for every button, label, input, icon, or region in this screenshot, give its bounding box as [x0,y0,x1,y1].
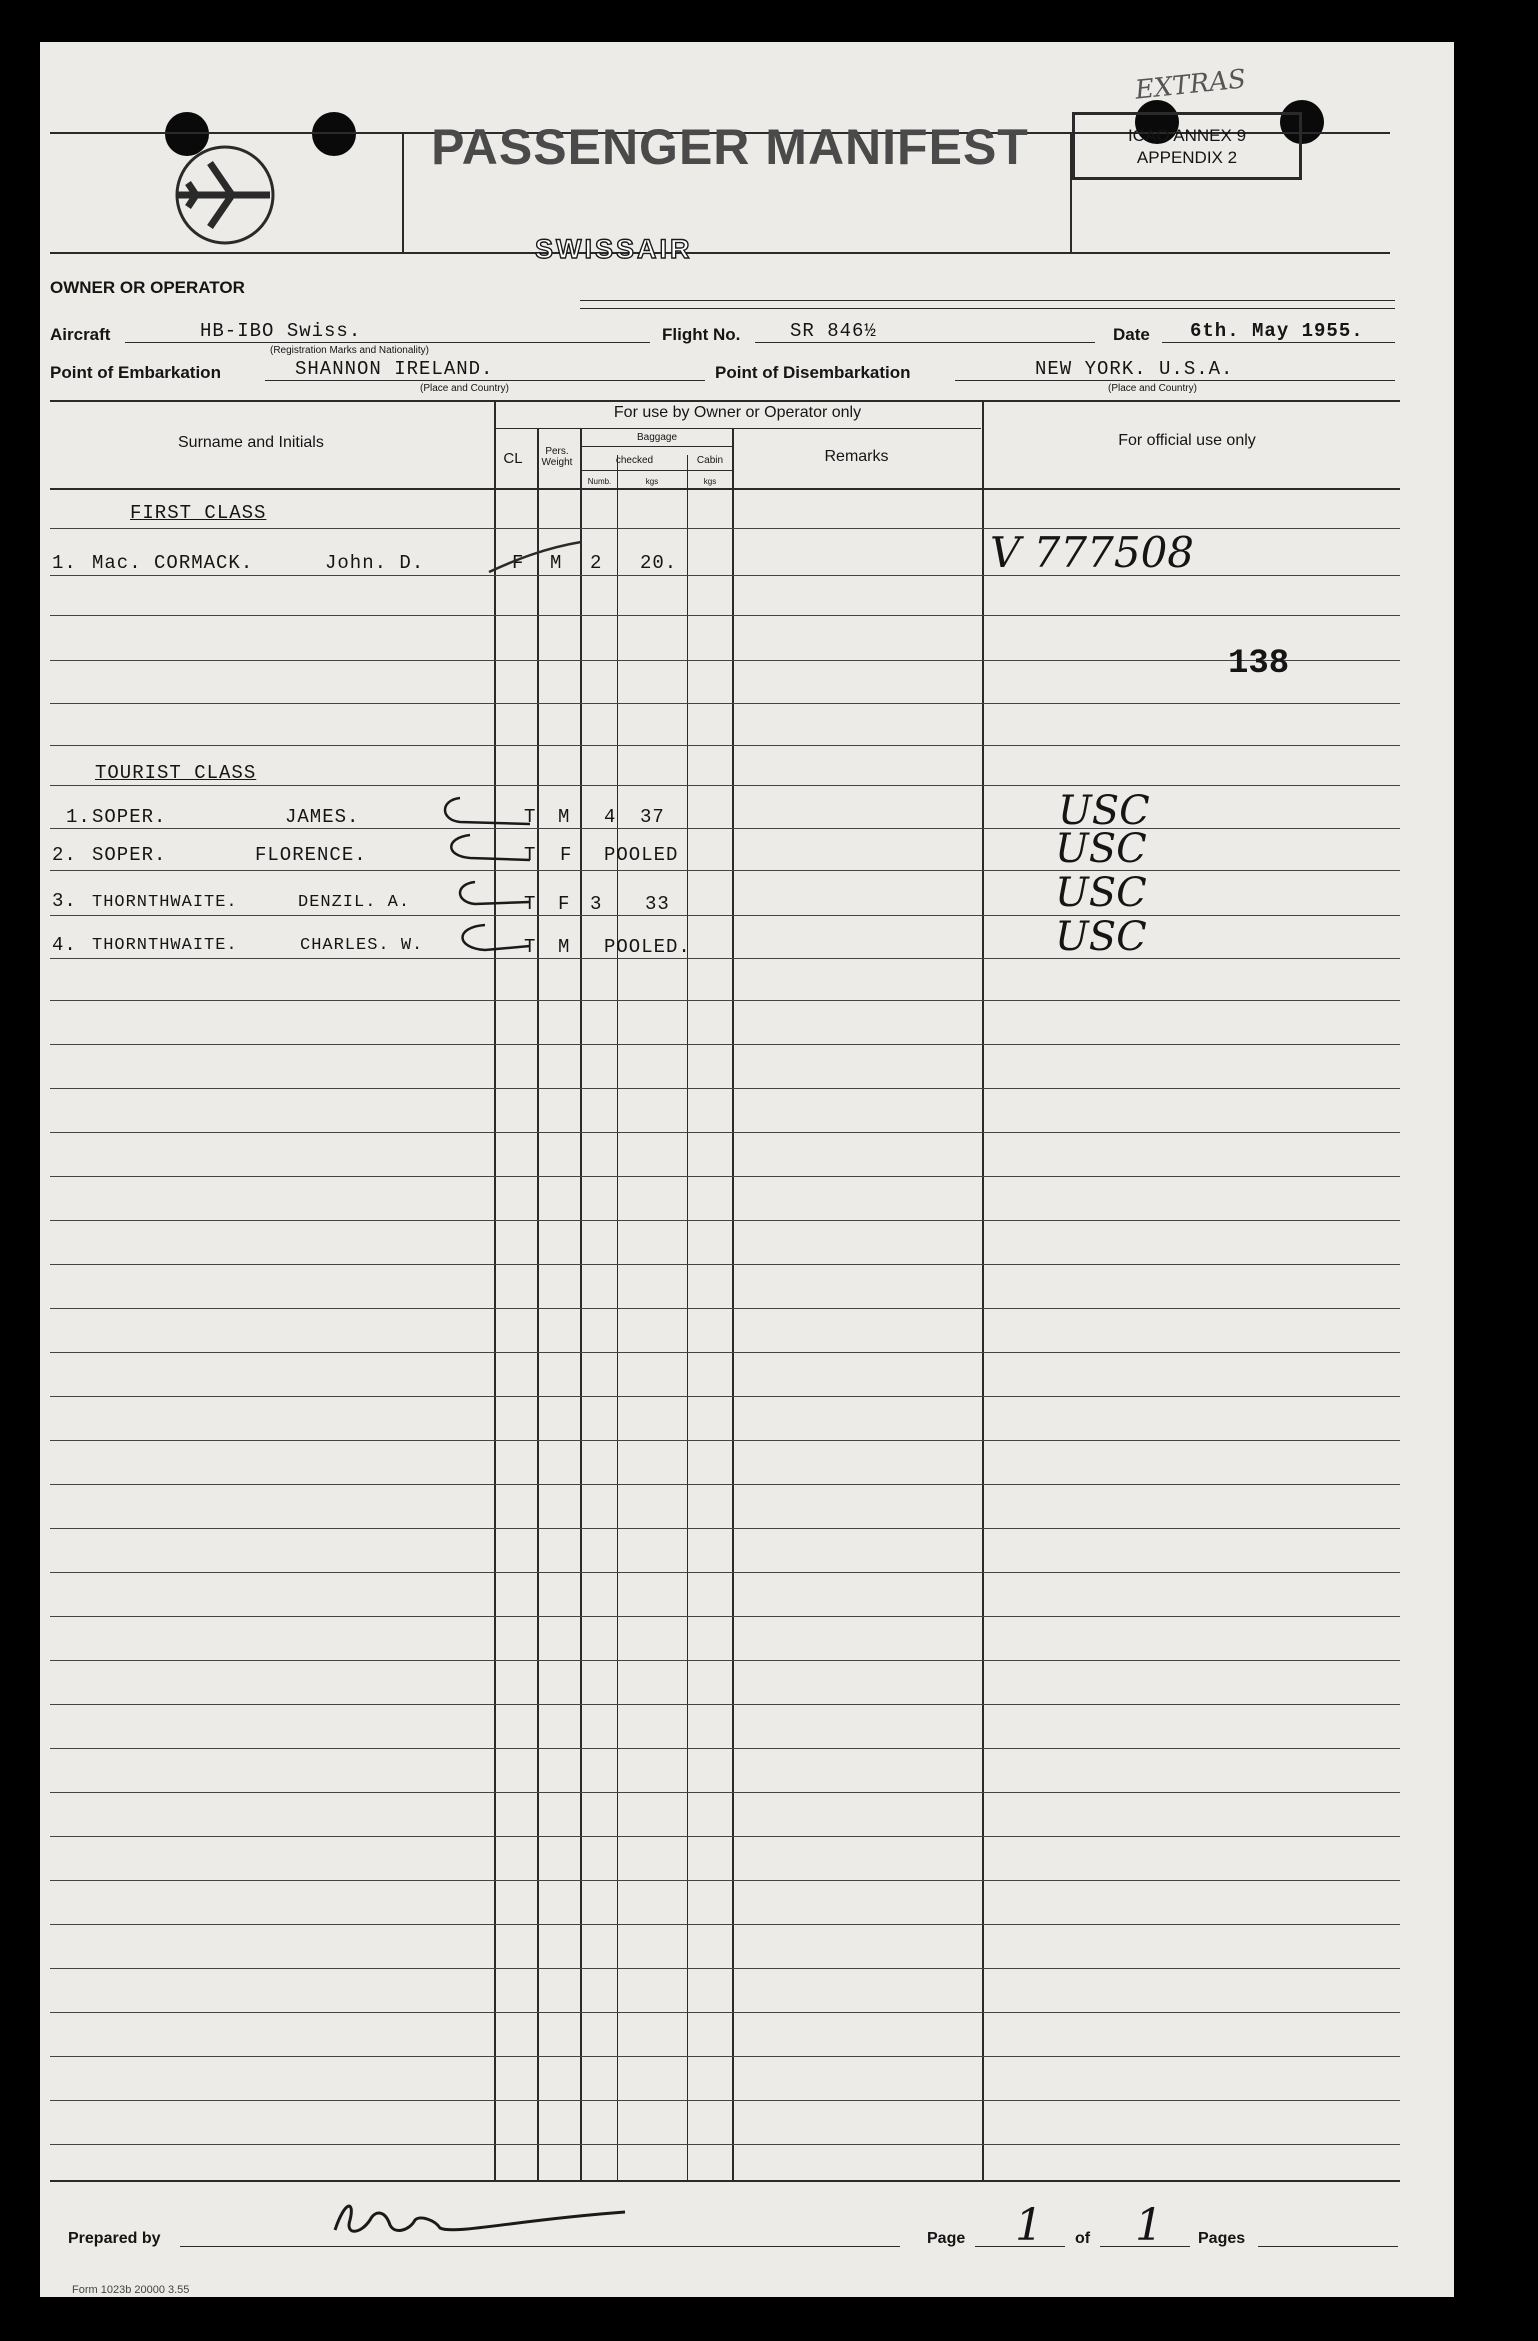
airline-name: SWISSAIR [535,234,693,264]
passenger-given-name: CHARLES. W. [300,936,424,955]
page-title: PASSENGER MANIFEST [431,119,1029,175]
baggage-kgs: 33 [645,893,670,915]
ruled-line [50,1616,1400,1617]
ruled-line [50,870,1400,871]
appendix-line: APPENDIX 2 [1136,148,1238,167]
ruled-line [50,2012,1400,2013]
flight-label: Flight No. [662,325,741,344]
ruled-line [50,528,1400,529]
passenger-given-name: DENZIL. A. [298,893,411,912]
ruled-line [50,1880,1400,1881]
official-note: USC [1058,788,1150,834]
passenger-number: 1. [52,552,77,574]
ruled-line [50,1528,1400,1529]
preparer-signature-icon [315,2190,635,2250]
ruled-line [50,660,1400,661]
baggage-count: 2 [590,552,603,574]
ruled-line [50,2144,1400,2145]
page-label: Page [927,2230,966,2247]
owner-label: OWNER OR OPERATOR [50,278,245,297]
disembarkation-label: Point of Disembarkation [715,363,911,382]
embarkation-value: SHANNON IRELAND. [295,358,494,380]
ruled-line [50,1968,1400,1969]
official-note: USC [1055,914,1147,960]
checked-column-header: checked [615,455,654,466]
passenger-class: T [524,936,537,958]
aircraft-value: HB-IBO Swiss. [200,320,362,342]
ruled-line [50,745,1400,746]
passenger-number: 2. [52,844,77,866]
pages-label: Pages [1198,2230,1246,2247]
baggage-kgs: POOLED [604,844,679,866]
passenger-given-name: FLORENCE. [255,844,367,866]
kgs-column-header: kgs [645,477,659,486]
passenger-number: 3. [52,890,77,912]
extras-handwritten-note: EXTRAS [1133,64,1248,106]
ruled-line [50,1220,1400,1221]
ruled-line [50,1088,1400,1089]
airplane-logo-icon [170,145,280,245]
ruled-line [50,1176,1400,1177]
ruled-line [50,1308,1400,1309]
of-label: of [1075,2230,1091,2247]
check-mark-icon [485,538,585,578]
surname-column-header: Surname and Initials [178,434,324,451]
ruled-line [50,1484,1400,1485]
passenger-given-name: JAMES. [285,806,360,828]
official-use-column-header: For official use only [1118,432,1256,449]
cabin-kgs-column-header: kgs [703,477,717,486]
baggage-kgs: POOLED. [604,936,691,958]
ruled-line [50,1044,1400,1045]
page-number: 1 [1015,2200,1043,2251]
handwritten-bracket-marks-icon [430,790,540,970]
numb-column-header: Numb. [587,477,612,486]
ruled-line [50,1748,1400,1749]
baggage-count: 4 [604,806,617,828]
ruled-line [50,828,1400,829]
total-pages: 1 [1135,2200,1163,2251]
disembarkation-value: NEW YORK. U.S.A. [1035,358,1234,380]
official-note: USC [1055,826,1147,872]
passenger-class: F [512,552,525,574]
passenger-class: T [524,806,537,828]
baggage-kgs: 20. [640,552,678,574]
passenger-surname: SOPER. [92,806,167,828]
aircraft-label: Aircraft [50,325,111,344]
passenger-number: 1. [66,806,91,828]
baggage-count: 3 [590,893,603,915]
form-code: Form 1023b 20000 3.55 [72,2284,190,2296]
official-note: V 777508 [990,528,1195,577]
annex-reference-box [1072,112,1302,180]
ruled-line [50,1264,1400,1265]
baggage-column-header: Baggage [636,432,678,443]
ruled-line [50,1704,1400,1705]
ruled-line [50,575,1400,576]
cl-column-header: CL [503,450,523,467]
ruled-line [50,1000,1400,1001]
ruled-line [50,1132,1400,1133]
owner-use-header: For use by Owner or Operator only [613,404,862,421]
ruled-line [50,1924,1400,1925]
ruled-line [50,785,1400,786]
tourist-class-heading: TOURIST CLASS [95,762,257,784]
ruled-line [50,2100,1400,2101]
ruled-line [50,1352,1400,1353]
aircraft-sublabel: (Registration Marks and Nationality) [270,345,429,356]
passenger-weight: M [550,552,563,574]
ruled-line [50,2056,1400,2057]
ruled-line [50,1792,1400,1793]
passenger-surname: THORNTHWAITE. [92,893,238,912]
pers-weight-column-header: Pers. Weight [541,446,573,468]
ruled-line [50,1836,1400,1837]
passenger-given-name: John. D. [325,552,425,574]
official-note: USC [1055,870,1147,916]
cabin-column-header: Cabin [696,455,724,466]
ruled-line [50,1572,1400,1573]
remarks-column-header: Remarks [824,448,889,465]
date-value: 6th. May 1955. [1190,320,1364,342]
passenger-surname: Mac. CORMACK. [92,552,254,574]
first-class-heading: FIRST CLASS [130,502,267,524]
ruled-line [50,958,1400,959]
date-label: Date [1113,325,1150,344]
passenger-weight: F [558,893,571,915]
ruled-line [50,1396,1400,1397]
ruled-line [50,703,1400,704]
passenger-surname: THORNTHWAITE. [92,936,238,955]
ruled-line [50,1660,1400,1661]
flight-value: SR 846½ [790,320,877,342]
embarkation-label: Point of Embarkation [50,363,221,382]
ruled-line [50,1440,1400,1441]
passenger-weight: M [558,936,571,958]
ruled-line [50,915,1400,916]
passenger-number: 4. [52,934,77,956]
annex-line: ICAO ANNEX 9 [1127,126,1247,145]
punch-hole [312,112,356,156]
disembarkation-sublabel: (Place and Country) [1108,383,1197,394]
embarkation-sublabel: (Place and Country) [420,383,509,394]
passenger-class: T [524,844,537,866]
prepared-by-label: Prepared by [68,2230,161,2247]
passenger-weight: M [558,806,571,828]
passenger-surname: SOPER. [92,844,167,866]
baggage-kgs: 37 [640,806,665,828]
passenger-class: T [524,893,537,915]
stamp-number: 138 [1228,645,1290,683]
ruled-line [50,615,1400,616]
passenger-weight: F [560,844,573,866]
